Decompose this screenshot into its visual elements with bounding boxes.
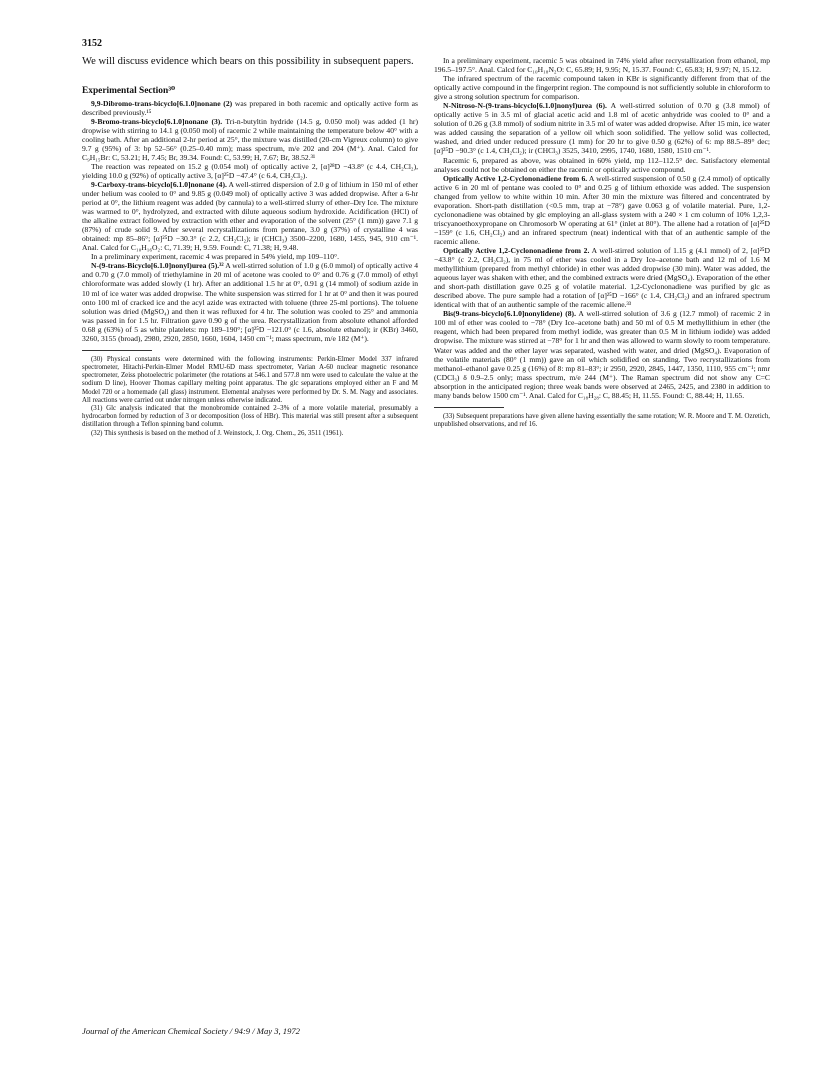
paragraph-text: was prepared in both racemic and optically active form as described previously.¹⁵	[82, 98, 418, 117]
paragraph	[434, 101, 770, 155]
paragraph	[82, 252, 418, 261]
right-paragraphs	[434, 56, 770, 400]
paragraph	[82, 99, 418, 117]
paragraph	[434, 246, 770, 309]
paragraph	[434, 56, 770, 74]
footnote: (33) Subsequent preparations have given allene having essentially the same rotation; W. R. Moore and T. M. Ozretich, unpublished observations, and ref 16.	[434, 412, 770, 428]
page-number: 3152	[82, 38, 102, 49]
paragraph	[434, 309, 770, 399]
paragraph-text: In a preliminary experiment, racemic 4 was prepared in 54% yield, mp 109–110°.	[91, 252, 339, 262]
paragraph-text: Tri-n-butyltin hydride (14.5 g, 0.050 mol) was added (1 hr) dropwise with stirring to 14.1 g (0.050 mol) of racemic 2 while maintaining the temperature below 40° with a cooling bath. After an additional 2-hr period at 25°, the mixture was distilled (20-cm Vigreux column) to give 9.7 g (95%) of 3: bp 52–56° (0.25–0.40 mm); mass spectrum, m/e 202 and 204 (M⁺). Anal. Calcd for C₉H₁₅Br: C, 53.21; H, 7.45; Br, 39.34. Found: C, 53.99; H, 7.67; Br, 38.52.³¹	[82, 116, 418, 162]
journal-footer: Journal of the American Chemical Society / 94:9 / May 3, 1972	[82, 1026, 300, 1036]
left-paragraphs	[82, 99, 418, 343]
paragraph	[434, 156, 770, 174]
paragraph-text: A well-stirred solution of 0.70 g (3.8 mmol) of optically active 5 in 3.5 ml of glacial acetic acid and 1.8 ml of acetic anhydride was cooled to 0° and a solution of 0.26 g (3.8 mmol) of sodium nitrite in 3.5 ml of water was added dropwise. After 15 min, ice water was added causing the separation of a yellow oil which soon solidified. The yellow solid was collected, washed, and dried under reduced pressure (1 mm) for 20 hr to give 0.50 g (62%) of 6: mp 88.5–89° dec; [α]²⁵D −90.3° (c 1.4, CH₂Cl₂); ir (CHCl₃) 3525, 3410, 2995, 1740, 1680, 1580, 1510 cm⁻¹.	[434, 101, 770, 156]
paragraph-title: 9-Bromo-trans-bicyclo[6.1.0]nonane (3).	[91, 116, 223, 126]
footnote: (30) Physical constants were determined with the following instruments: Perkin-Elmer Model 337 infrared spectrometer, Hitachi-Perkin-Elmer Model RMU-6D mass spectrometer, Varian A-60 nuclear magnetic resonance spectrometer, Zeiss photoelectric polarimeter (the rotations at 546.1 and 577.8 nm were used to calculate the value at the sodium D line), Hoover Thomas capillary melting point apparatus. The glc separations employed either an F and M Model 720 or a homemade (all glass) instrument. Elemental analyses were performed by Dr. S. M. Nagy and associates. All reactions were carried out under nitrogen unless otherwise indicated.	[82, 355, 418, 404]
left-footnotes	[82, 356, 418, 438]
footnote-rule	[82, 350, 152, 351]
paragraph-text: A well-stirred solution of 1.0 g (6.0 mmol) of optically active 4 and 0.70 g (7.0 mmol) of triethylamine in 20 ml of acetone was cooled to 0° and 0.76 g (7.0 mmol) of ethyl chloroformate was added slowly (1 hr). After an additional 1.5 hr at 0°, 0.91 g (14 mmol) of sodium azide in 10 ml of ice water was added dropwise. The white suspension was stirred for 1 hr at 0° and then it was poured onto 100 ml of cracked ice and the acyl azide was extracted with toluene (three 25-ml portions). The toluene solution was dried (MgSO₄) and then it was refluxed for 4 hr. The solution was cooled to 25° and ammonia was passed in for 1.5 hr. Filtration gave 0.90 g of the urea. Recrystallization from absolute ethanol afforded 0.68 g (63%) of 5 as white platelets: mp 189–190°; [α]²⁵D −121.0° (c 1.6, absolute ethanol); ir (KBr) 3460, 3260, 3155 (broad), 2980, 2920, 2850, 1660, 1604, 1450 cm⁻¹; mass spectrum, m/e 182 (M⁺).	[82, 261, 418, 343]
paragraph-text: A well-stirred solution of 1.15 g (4.1 mmol) of 2, [α]²⁵D −43.8° (c 2.2, CH₂Cl₂), in 75 ml of ether was cooled in a Dry Ice–acetone bath and 12 ml of 1.6 M methyllithium (prepared from methyl chloride) in ether was added dropwise (30 min). Water was added, the aqueous layer was shaken with ether, and the combined extracts were dried (MgSO₄). Evaporation of the ether and short-path distillation gave 0.25 g of volatile material. 1,2-Cyclononadiene was purified by glc as described above. The pure sample had a rotation of [α]²⁵D −166° (c 1.4, CH₂Cl₂) and an infrared spectrum identical with that of an authentic sample of the racemic allene.³³	[434, 245, 770, 310]
paragraph-text: A well-stirred solution of 3.6 g (12.7 mmol) of racemic 2 in 100 ml of ether was cooled to −78° (Dry Ice–acetone bath) and 50 ml of 0.5 M methyllithium in ether (the reagent, which had been prepared from methyl iodide, was greater than 0.5 M in lithium iodide) was added dropwise. The mixture was stirred at −78° for 1 hr and then was allowed to warm slowly to room temperature. Water was added and the ether layer was separated, washed with water, and dried (MgSO₄). Evaporation of the volatile materials (80° (1 mm)) gave an oil which solidified on standing. Two recrystallizations from methanol–ethanol gave 0.25 g (16%) of 8: mp 81–83°; ir 2950, 2920, 2845, 1447, 1350, 1110, 955 cm⁻¹; nmr (CDCl₃) δ 0.9–2.5 only; mass spectrum, m/e 244 (M⁺). The Raman spectrum did not show any C=C absorption in the anticipated region; three weak bands were observed at 2465, 2425, and 2380 in addition to many bands below 1500 cm⁻¹. Anal. Calcd for C₁₈H₂₈: C, 88.45; H, 11.55. Found: C, 88.44; H, 11.65.	[434, 309, 771, 400]
paragraph-title: 9-Carboxy-trans-bicyclo[6.1.0]nonane (4).	[91, 179, 227, 189]
paragraph-text: A well-stirred dispersion of 2.0 g of lithium in 150 ml of ether under helium was cooled to 0° and 9.85 g (0.049 mol) of optically active 3 was added dropwise. After a 6-hr period at 0°, the lithium reagent was added (by cannula) to a well-stirred slurry of ether–Dry Ice. The mixture was warmed to 0°, hydrolyzed, and extracted with dilute aqueous sodium hydroxide. Acidification (HCl) of the alkaline extract followed by extraction with ether and evaporation of the solvent (25° (1 mm)) gave 7.1 g (87%) of crude solid 9. After several recrystallizations from pentane, 3.0 g (37%) of crystalline 4 was obtained: mp 85–86°; [α]²⁵D −30.3° (c 2.2, CH₂Cl₂); ir (CHCl₃) 3500–2200, 1680, 1455, 945, 910 cm⁻¹. Anal. Calcd for C₁₀H₁₆O₂: C, 71.39; H, 9.59. Found: C, 71.38; H, 9.48.	[82, 179, 418, 253]
right-column	[434, 56, 770, 429]
paragraph	[82, 117, 418, 162]
paragraph-title: Bis(9-trans-bicyclo[6.1.0]nonylidene) (8).	[443, 309, 576, 319]
paragraph	[82, 162, 418, 180]
paragraph-title: Optically Active 1,2-Cyclononadiene from 6.	[443, 173, 588, 183]
paragraph-title: 9,9-Dibromo-trans-bicyclo[6.1.0]nonane (2)	[91, 98, 233, 108]
footnote-rule	[434, 407, 504, 408]
paragraph-text: The infrared spectrum of the racemic compound taken in KBr is significantly different from that of the optically active compound in the fingerprint region. The compound is not sufficiently soluble in chloroform to give a strong solution spectrum for comparison.	[434, 74, 770, 102]
paragraph-text: In a preliminary experiment, racemic 5 was obtained in 74% yield after recrystallization from ethanol, mp 196.5–197.5°. Anal. Calcd for C₁₀H₁₈N₂O: C, 65.89; H, 9.95; N, 15.37. Found: C, 65.83; H, 9.97; N, 15.12.	[434, 56, 770, 75]
footnote: (32) This synthesis is based on the method of J. Weinstock, J. Org. Chem., 26, 3511 (1961).	[91, 429, 344, 437]
right-footnotes	[434, 413, 770, 429]
paragraph	[82, 180, 418, 252]
paragraph-title: N-Nitroso-N-(9-trans-bicyclo[6.1.0]nonyl)urea (6).	[443, 101, 607, 111]
footnote: (31) Glc analysis indicated that the monobromide contained 2–3% of a more volatile material, presumably a hydrocarbon formed by reduction of 3 or decomposition (loss of HBr). This material was still present after a subsequent distillation through a Teflon spinning band column.	[82, 405, 418, 429]
lead-paragraph: We will discuss evidence which bears on this possibility in subsequent papers.	[82, 56, 414, 67]
paragraph-title: Optically Active 1,2-Cyclononadiene from 2.	[443, 245, 590, 255]
paragraph-text: Racemic 6, prepared as above, was obtained in 60% yield, mp 112–112.5° dec. Satisfactory elemental analyses could not be obtained on either the racemic or optically active compound.	[434, 155, 770, 174]
paragraph	[434, 174, 770, 246]
paragraph	[82, 261, 418, 342]
paragraph-title: N-(9-trans-Bicyclo[6.1.0]nonyl)urea (5).³²	[91, 261, 224, 271]
left-column	[82, 56, 418, 438]
paragraph-text: A well-stirred suspension of 0.50 g (2.4 mmol) of optically active 6 in 20 ml of pentane was cooled to 0° and 0.25 g of lithium ethoxide was added. The suspension changed from yellow to white within 10 min. After 30 min the mixture was filtered and concentrated by evaporation. Short-path distillation (<0.5 mm, trap at −78°) gave 0.063 g of volatile material. Pure, 1,2-cyclononadiene was obtained by glc employing an all-glass system with a 240 × 1 cm column of 10% 1,2,3-triscyanoethoxypropane on Chromosorb W operating at 61° (inlet at 80°). The allene had a rotation of [α]²⁵D −159° (c 1.6, CH₂Cl₂) and an infrared spectrum (neat) indentical with that of an authentic sample of the racemic allene.	[434, 173, 770, 246]
paragraph-text: The reaction was repeated on 15.2 g (0.054 mol) of optically active 2, [α]²⁸D −43.8° (c 4.4, CH₂Cl₂), yielding 10.0 g (92%) of optically active 3, [α]²⁵D −47.4° (c 6.4, CH₂Cl₂).	[82, 161, 418, 180]
section-heading: Experimental Section³⁰	[82, 85, 176, 96]
paragraph	[434, 74, 770, 101]
